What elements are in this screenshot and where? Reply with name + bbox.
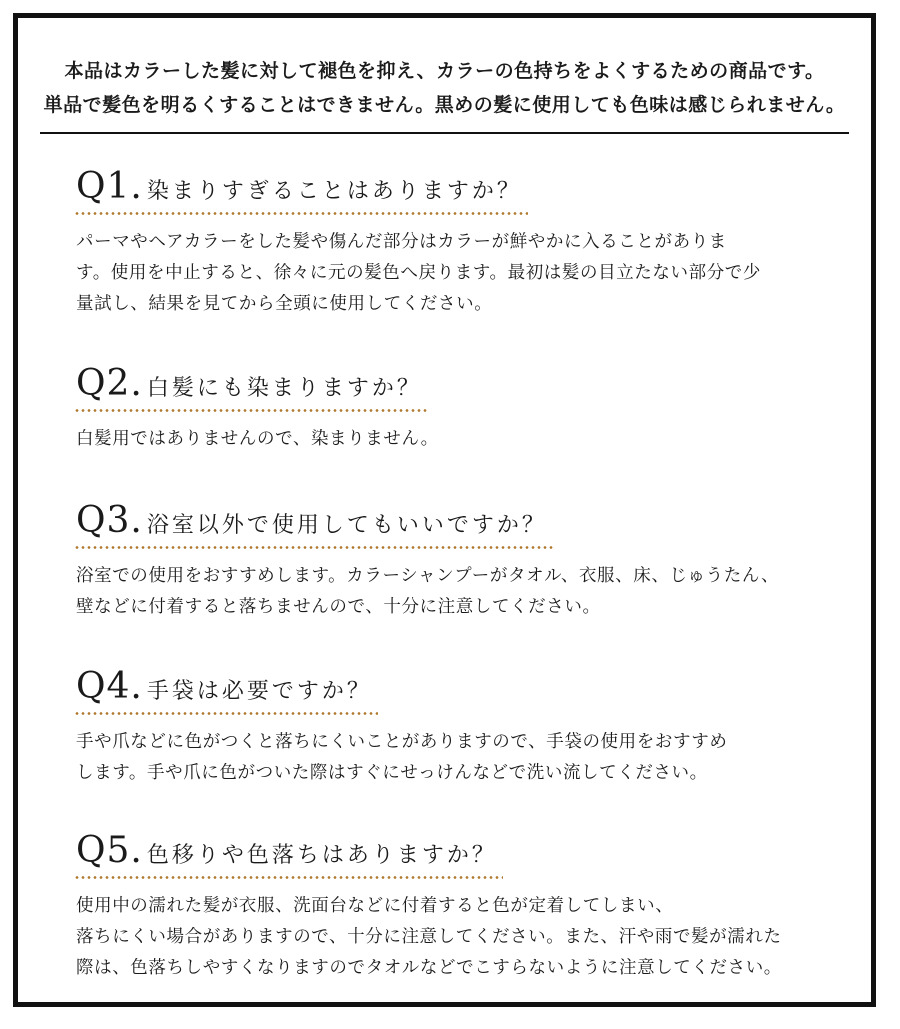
answer-line: 手や爪などに色がつくと落ちにくいことがありますので、手袋の使用をおすすめ: [76, 732, 728, 752]
answer-line: パーマやヘアカラーをした髪や傷んだ部分はカラーが鮮やかに入ることがありま: [76, 232, 727, 252]
answer-line: します。手や爪に色がついた際はすぐにせっけんなどで洗い流してください。: [76, 763, 708, 783]
question-text: 染まりすぎることはありますか？: [146, 179, 522, 204]
answer-text: [76, 424, 841, 455]
question-heading: [76, 830, 497, 879]
answer-text: [76, 891, 841, 984]
intro-line: 単品で髪色を明るくすることはできません。黒めの髪に使用しても色味は感じられません。: [43, 94, 846, 116]
faq-item-q2: [76, 363, 841, 455]
intro-line: 本品はカラーした髪に対して褪色を抑え、カラーの色持ちをよくするための商品です。: [64, 60, 825, 82]
question-heading: [76, 500, 547, 549]
question-heading: [76, 363, 422, 412]
answer-line: 落ちにくい場合がありますので、十分に注意してください。また、汗や雨で髪が濡れた: [76, 927, 782, 947]
answer-text: [76, 227, 841, 320]
faq-item-q3: [76, 500, 841, 623]
question-number: Q3.: [76, 500, 143, 541]
faq-item-q4: [76, 666, 841, 789]
intro-text: [38, 54, 851, 122]
answer-line: 白髪用ではありませんので、染まりません。: [76, 429, 439, 449]
question-text: 浴室以外で使用してもいいですか？: [146, 513, 547, 538]
question-text: 色移りや色落ちはありますか？: [146, 843, 497, 868]
answer-line: 壁などに付着すると落ちませんので、十分に注意してください。: [76, 597, 601, 617]
answer-line: 量試し、結果を見てから全頭に使用してください。: [76, 294, 493, 314]
question-number: Q4.: [76, 666, 143, 707]
answer-text: [76, 561, 841, 623]
faq-item-q1: [76, 166, 841, 320]
divider: [40, 132, 849, 134]
question-number: Q5.: [76, 830, 143, 871]
question-heading: [76, 666, 372, 715]
question-number: Q2.: [76, 363, 143, 404]
answer-text: [76, 727, 841, 789]
faq-item-q5: [76, 830, 841, 984]
document-frame: [13, 13, 876, 1007]
answer-line: 浴室での使用をおすすめします。カラーシャンプーがタオル、衣服、床、じゅうたん、: [76, 566, 780, 586]
question-text: 白髪にも染まりますか？: [146, 376, 422, 401]
question-heading: [76, 166, 522, 215]
answer-line: す。使用を中止すると、徐々に元の髪色へ戻ります。最初は髪の目立たない部分で少: [76, 263, 761, 283]
question-text: 手袋は必要ですか？: [146, 679, 372, 704]
question-number: Q1.: [76, 166, 143, 207]
answer-line: 際は、色落ちしやすくなりますのでタオルなどでこすらないように注意してください。: [76, 958, 782, 978]
answer-line: 使用中の濡れた髪が衣服、洗面台などに付着すると色が定着してしまい、: [76, 896, 674, 916]
